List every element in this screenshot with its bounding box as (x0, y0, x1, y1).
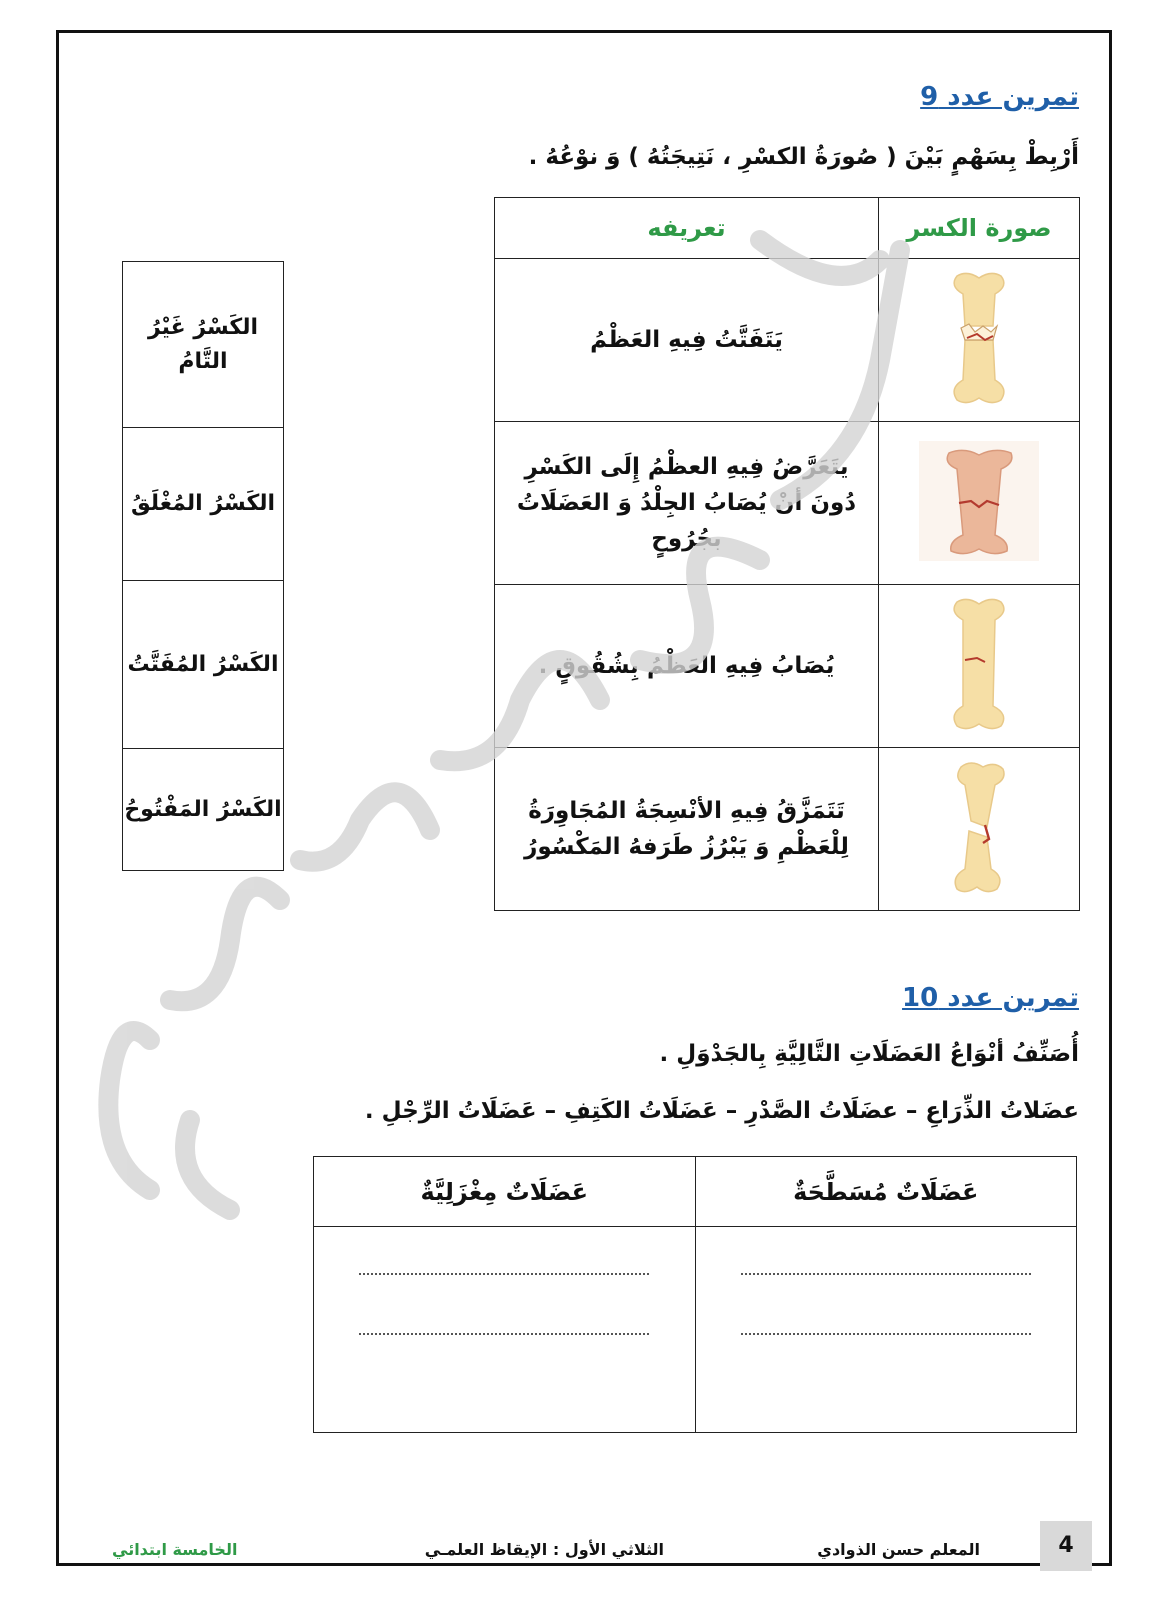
table-row (495, 422, 1080, 585)
header-flat-muscles: عَضَلَاتٌ مُسَطَّحَةٌ (695, 1157, 1077, 1227)
spindle-muscles-answer[interactable] (314, 1227, 696, 1433)
exercise10-title: تمرين عدد 10 (902, 983, 1079, 1013)
incomplete-fracture-bone-image (879, 585, 1080, 748)
answer-line (741, 1319, 1031, 1335)
fracture-types-table (122, 261, 284, 871)
exercise9-title: تمرين عدد 9 (920, 82, 1079, 112)
table-row (495, 585, 1080, 748)
table-row (495, 259, 1080, 422)
definition-1: يَتَفَتَّتُ فِيهِ العَظْمُ (495, 259, 879, 422)
fracture-table (494, 197, 1080, 911)
answer-line (359, 1319, 649, 1335)
type-comminuted: الكَسْرُ المُفَتَّتُ (123, 581, 284, 749)
footer-grade: الخامسة ابتدائي (112, 1540, 238, 1559)
muscle-classification-table (313, 1156, 1077, 1433)
exercise10-instruction: أُصَنِّفُ أنْوَاعُ العَضَلَاتِ التَّالِيَّةِ بِالجَدْوَلِ . (659, 1041, 1079, 1067)
open-fracture-bone-image (879, 748, 1080, 911)
comminuted-fracture-bone-image (879, 259, 1080, 422)
footer-unit: الثلاثي الأول : الإيقاظ العلمـي (424, 1540, 664, 1559)
closed-fracture-bone-image (879, 422, 1080, 585)
flat-muscles-answer[interactable] (695, 1227, 1077, 1433)
table-row (495, 748, 1080, 911)
muscle-list: عضَلاتُ الذِّرَاعِ – عضَلَاتُ الصَّدْرِ – عَضَلَاتُ الكَتِفِ – عَضَلَاتُ الرِّجْلِ . (364, 1098, 1079, 1124)
header-definition: تعريفه (495, 198, 879, 259)
definition-2: يتَعَرَّضُ فِيهِ العظْمُ إِلَى الكَسْرِ دُونَ أنْ يُصَابُ الجِلْدُ وَ العَضَلَاتُ بجُرُوحٍ (495, 422, 879, 585)
type-closed: الكَسْرُ المُغْلَقُ (123, 428, 284, 581)
definition-4: تَتَمَزَّقُ فِيهِ الأنْسِجَةُ المُجَاوِرَةُ لِلْعَظْمِ وَ يَبْرُزُ طَرَفهُ المَكْسُورُ (495, 748, 879, 911)
page-number: 4 (1040, 1521, 1092, 1571)
footer-teacher: المعلم حسن الذوادي (817, 1540, 980, 1559)
answer-line (741, 1259, 1031, 1275)
header-image: صورة الكسر (879, 198, 1080, 259)
type-open: الكَسْرُ المَفْتُوحُ (123, 749, 284, 871)
type-incomplete: الكَسْرُ غَيْرُ التَّامُ (123, 262, 284, 428)
definition-3: يُصَابُ فِيهِ العَظْمُ بِشُقُوقٍ . (495, 585, 879, 748)
header-spindle-muscles: عَضَلَاتٌ مِغْزَلِيَّةٌ (314, 1157, 696, 1227)
answer-line (359, 1259, 649, 1275)
exercise9-instruction: أَرْبِطْ بِسَهْمٍ بَيْنَ ( صُورَةُ الكسْرِ ، نَتِيجَتُهُ ) وَ نوْعُهُ . (528, 144, 1079, 170)
